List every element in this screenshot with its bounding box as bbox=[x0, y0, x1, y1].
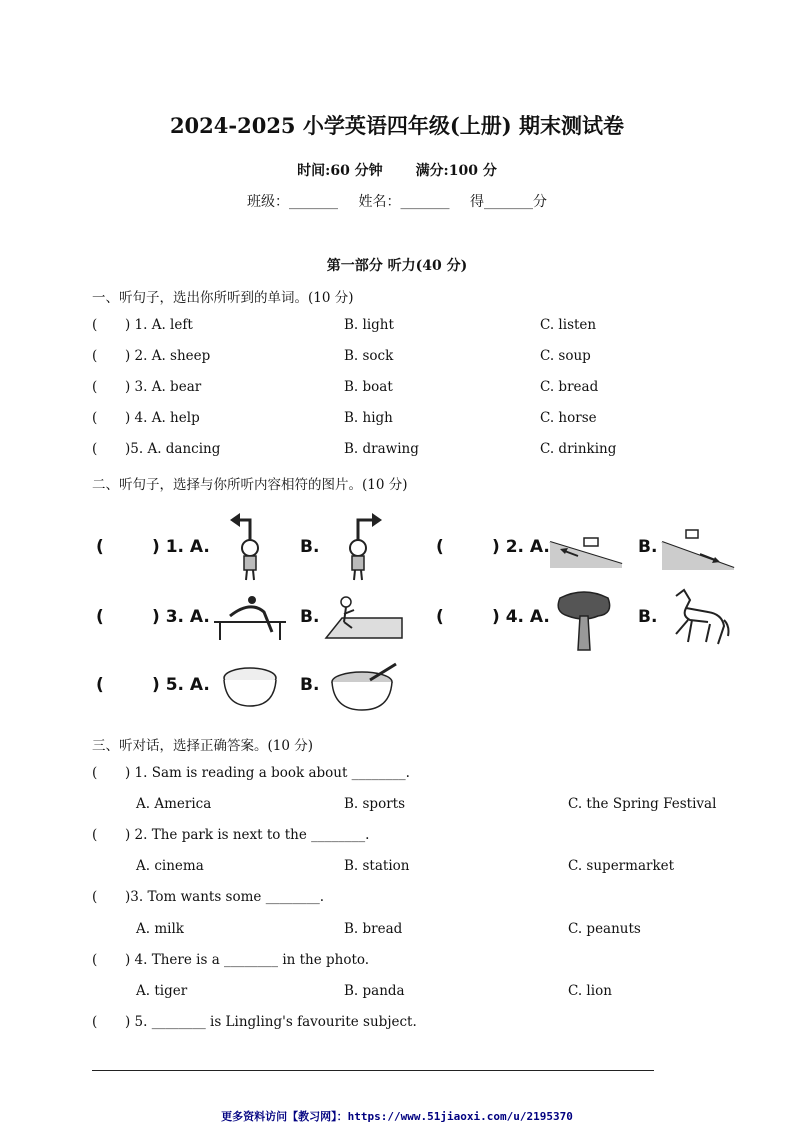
tree-picture bbox=[552, 588, 616, 652]
option-b-label: B. bbox=[638, 537, 658, 557]
item-option-a: ) 3. A. bear bbox=[125, 379, 202, 395]
option-b-label: B. bbox=[300, 537, 320, 557]
item-option-c: C. bread bbox=[540, 379, 599, 395]
q3-option-a: A. milk bbox=[136, 921, 184, 937]
answer-paren: ( bbox=[96, 675, 104, 695]
item-option-a: )5. A. dancing bbox=[125, 441, 221, 457]
q3-option-b: B. bread bbox=[344, 921, 403, 937]
item-option-c: C. horse bbox=[540, 410, 597, 426]
q1-option-a: A. America bbox=[136, 796, 212, 812]
horse-picture bbox=[662, 586, 732, 646]
answer-paren: ( bbox=[92, 317, 98, 333]
name-field: 姓名：_______ bbox=[358, 194, 450, 210]
q3-stem: )3. Tom wants some ________. bbox=[125, 889, 324, 905]
q1-option-c: C. the Spring Festival bbox=[568, 796, 717, 812]
high-jump-picture bbox=[212, 592, 288, 642]
q1-stem: ) 1. Sam is reading a book about ________. bbox=[125, 765, 410, 781]
q4-option-b: B. panda bbox=[344, 983, 405, 999]
footer-link[interactable]: 更多资料访问【教习网】：https://www.51jiaoxi.com/u/2195370 bbox=[221, 1110, 573, 1123]
student-info bbox=[0, 191, 794, 211]
time-limit: 时间:60 分钟 bbox=[297, 163, 383, 179]
answer-paren: ( bbox=[436, 607, 444, 627]
item-option-b: B. light bbox=[344, 317, 394, 333]
answer-paren: ( bbox=[92, 441, 98, 457]
item-option-c: C. drinking bbox=[540, 441, 617, 457]
item-option-c: C. soup bbox=[540, 348, 591, 364]
item-option-b: B. high bbox=[344, 410, 393, 426]
option-b-label: B. bbox=[638, 607, 658, 627]
answer-paren: ( bbox=[96, 537, 104, 557]
q1-option-b: B. sports bbox=[344, 796, 406, 812]
q2-option-c: C. supermarket bbox=[568, 858, 675, 874]
answer-paren: ( bbox=[92, 1014, 98, 1030]
answer-paren: ( bbox=[92, 348, 98, 364]
answer-paren: ( bbox=[92, 765, 98, 781]
item-option-c: C. listen bbox=[540, 317, 597, 333]
option-b-label: B. bbox=[300, 607, 320, 627]
soup-bowl-picture bbox=[326, 658, 406, 714]
answer-paren: ( bbox=[436, 537, 444, 557]
long-jump-picture bbox=[322, 594, 406, 642]
exam-meta bbox=[0, 160, 794, 180]
answer-paren: ( bbox=[92, 889, 98, 905]
q2-option-a: A. cinema bbox=[136, 858, 204, 874]
q2-stem: ) 2. The park is next to the ________. bbox=[125, 827, 370, 843]
section2-title: 二、听句子，选择与你所听内容相符的图片。(10 分) bbox=[92, 477, 408, 493]
answer-paren: ( bbox=[92, 952, 98, 968]
item-option-a: ) 1. A. left bbox=[125, 317, 193, 333]
answer-paren: ( bbox=[92, 827, 98, 843]
rice-bowl-picture bbox=[218, 660, 282, 710]
item-option-b: B. drawing bbox=[344, 441, 419, 457]
page-title: 2024-2025 小学英语四年级(上册) 期末测试卷 bbox=[169, 113, 625, 138]
q3-option-c: C. peanuts bbox=[568, 921, 641, 937]
answer-paren: ( bbox=[92, 379, 98, 395]
part1-title: 第一部分 听力(40 分) bbox=[326, 258, 468, 274]
q4-label: ) 4. A. bbox=[492, 607, 550, 627]
q2-option-b: B. station bbox=[344, 858, 410, 874]
q5-stem: ) 5. ________ is Lingling's favourite subject. bbox=[125, 1014, 417, 1030]
section3-title: 三、听对话，选择正确答案。(10 分) bbox=[92, 738, 314, 754]
q2-label: ) 2. A. bbox=[492, 537, 550, 557]
item-option-a: ) 2. A. sheep bbox=[125, 348, 211, 364]
page-divider bbox=[92, 1070, 654, 1071]
girl-turn-left-picture bbox=[226, 508, 272, 582]
item-option-a: ) 4. A. help bbox=[125, 410, 200, 426]
option-b-label: B. bbox=[300, 675, 320, 695]
car-uphill-picture bbox=[548, 528, 624, 570]
q5-label: ) 5. A. bbox=[152, 675, 210, 695]
q4-option-c: C. lion bbox=[568, 983, 612, 999]
q1-label: ) 1. A. bbox=[152, 537, 210, 557]
section1-title: 一、听句子，选出你所听到的单词。(10 分) bbox=[92, 290, 354, 306]
class-field: 班级：_______ bbox=[247, 194, 339, 210]
q4-option-a: A. tiger bbox=[136, 983, 188, 999]
answer-paren: ( bbox=[92, 410, 98, 426]
answer-paren: ( bbox=[96, 607, 104, 627]
q4-stem: ) 4. There is a ________ in the photo. bbox=[125, 952, 370, 968]
full-score: 满分:100 分 bbox=[415, 163, 497, 179]
grade-field: 得_______分 bbox=[469, 194, 547, 210]
girl-turn-right-picture bbox=[340, 508, 386, 582]
item-option-b: B. boat bbox=[344, 379, 393, 395]
q3-label: ) 3. A. bbox=[152, 607, 210, 627]
car-downhill-picture bbox=[660, 524, 736, 572]
item-option-b: B. sock bbox=[344, 348, 394, 364]
